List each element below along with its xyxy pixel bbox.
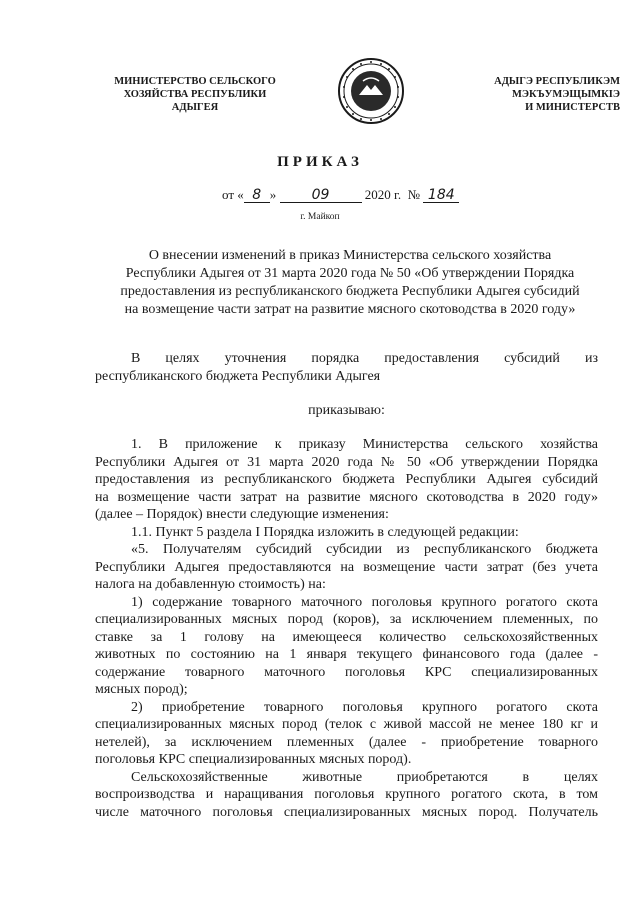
text-line: 2) приобретение товарного поголовья крупного рогатого скота [131, 699, 598, 715]
text-line: мясных пород); [95, 682, 188, 697]
date-year: 2020 г. [364, 187, 402, 202]
text-line: предоставления из республиканского бюджета Республики Адыгея субсидий [95, 472, 598, 487]
text-line: налога на добавленную стоимость) на: [95, 577, 326, 592]
text-line: содержание товарного маточного поголовья КРС специализированных [95, 664, 598, 680]
text-line: специализированных мясных пород (коров), за исключением племенных, по [95, 612, 598, 627]
ministry-name-line: МИНИСТЕРСТВО СЕЛЬСКОГО [114, 76, 276, 87]
ministry-name-line: АДЫГЭ РЕСПУБЛИКЭМ [494, 76, 620, 87]
order-text [95, 436, 598, 821]
text-line: (далее – Порядок) внести следующие изменения: [95, 507, 389, 522]
text-line: воспроизводства и наращивания поголовья крупного рогатого скота, в том [95, 787, 598, 802]
subject-line: предоставления из республиканского бюджета Республики Адыгея субсидий [120, 284, 580, 299]
text-line: 1. В приложение к приказу Министерства сельского хозяйства [131, 437, 598, 452]
preamble-line: В целях уточнения порядка предоставления субсидий из [131, 351, 598, 366]
ministry-name-line: МЭКЪУМЭЩЫМКIЭ [512, 89, 620, 100]
republic-emblem-seal [337, 57, 405, 125]
preamble [95, 350, 598, 385]
ministry-name-line: АДЫГЕЯ [171, 102, 219, 113]
text-line: поголовья КРС специализированных мясных пород). [95, 752, 412, 767]
text-line: специализированных мясных пород (телок с живой массой не менее 180 кг и [95, 717, 598, 732]
text-line: Республики Адыгея предоставляются на возмещение части затрат (без учета [95, 559, 598, 575]
subject-line: на возмещение части затрат на развитие мясного скотоводства в 2020 году» [124, 302, 576, 317]
ministry-name-adyghe [470, 75, 620, 114]
text-line: на возмещение части затрат на развитие мясного скотоводства в 2020 году» [95, 489, 598, 505]
handwritten-order-number: 184 [423, 189, 459, 203]
handwritten-month: 09 [280, 189, 362, 203]
ministry-name-russian [95, 75, 295, 114]
text-line: числе маточного поголовья специализированных мясных пород. Получатель [95, 804, 598, 820]
ministry-name-line: И МИНИСТЕРСТВ [525, 102, 620, 113]
text-line: нетелей), за исключением племенных (далее - приобретение товарного [95, 734, 598, 750]
preamble-line: республиканского бюджета Республики Адыгея [95, 368, 381, 384]
number-sign: № [407, 187, 421, 202]
date-quote-close: » [269, 187, 277, 202]
text-line: Республики Адыгея от 31 марта 2020 года № 50 «Об утверждении Порядка [95, 454, 598, 470]
text-line: «5. Получателям субсидий субсидии из республиканского бюджета [131, 542, 598, 557]
subject-line: О внесении изменений в приказ Министерства сельского хозяйства [148, 248, 552, 263]
subject-line: Республики Адыгея от 31 марта 2020 года № 50 «Об утверждении Порядка [125, 266, 575, 281]
order-word: приказываю: [308, 403, 385, 418]
date-prefix: от « [222, 187, 244, 202]
handwritten-day: 8 [244, 189, 270, 203]
order-subject [95, 247, 605, 319]
ministry-name-line: ХОЗЯЙСТВА РЕСПУБЛИКИ [123, 89, 267, 100]
text-line: 1.1. Пункт 5 раздела I Порядка изложить в следующей редакции: [131, 524, 519, 540]
text-line: животных по состоянию на 1 января текущего финансового года (далее - [95, 647, 598, 662]
issue-place: г. Майкоп [300, 212, 340, 222]
text-line: 1) содержание товарного маточного поголовья крупного рогатого скота [131, 594, 598, 610]
text-line: ставке за 1 голову на имеющееся количество сельскохозяйственных [95, 629, 598, 645]
document-title: ПРИКАЗ [277, 154, 363, 170]
text-line: Сельскохозяйственные животные приобретаются в целях [131, 769, 598, 785]
order-date-number-line [222, 187, 459, 203]
